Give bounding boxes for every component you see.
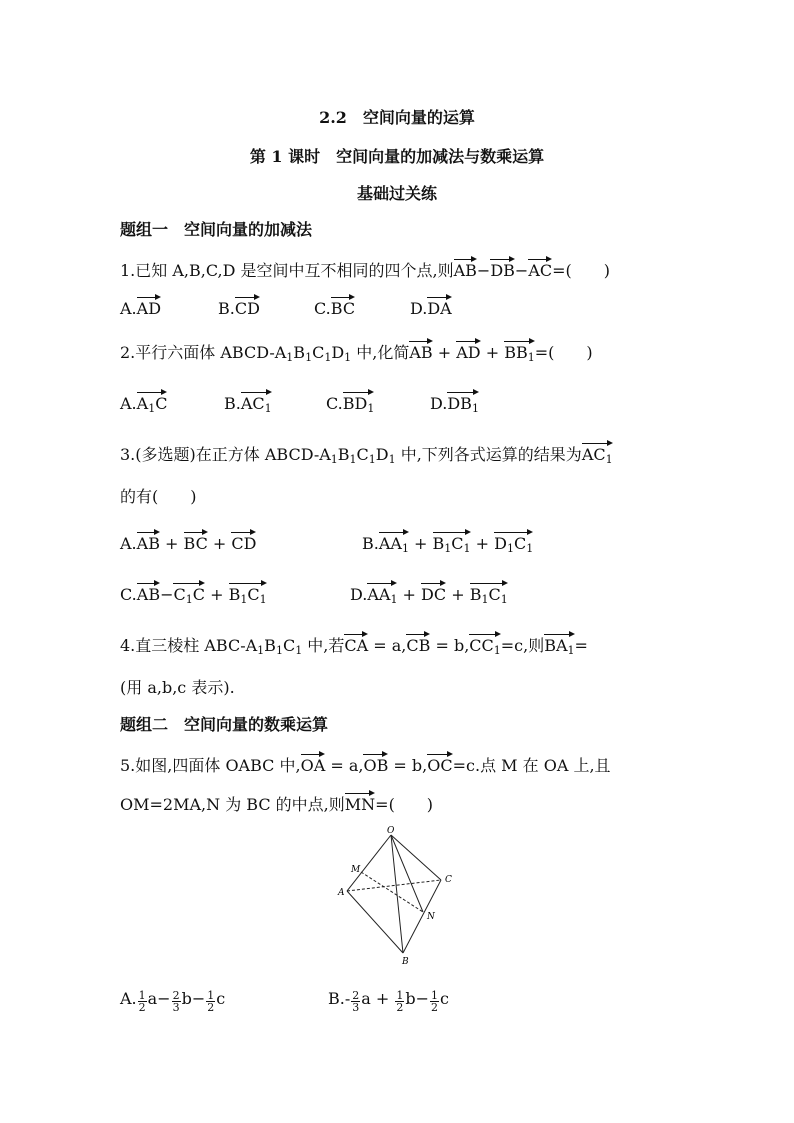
- vector-AC: AC: [528, 258, 552, 279]
- q3-option-d[interactable]: $D.AA_1$ + DC + $B_1C_1$: [350, 582, 508, 606]
- vector-D1C1: $D_1C_1$: [494, 531, 533, 552]
- question-5-stem: 5.如图,四面体 OABC 中,OA = a,OB = b,OC=c.点 M 在 OA 上,且: [120, 753, 611, 777]
- vector-A1C: $A_1C$: [137, 391, 168, 412]
- vector-BC: BC: [184, 531, 208, 552]
- q5-option-a[interactable]: A. $\frac{1}{2}$ a− $\frac{2}{3}$ b− $\frac{1}{2}$ c: [120, 989, 226, 1014]
- question-4-stem-line2: (用 a,b,c 表示).: [120, 678, 235, 697]
- question-2-stem: 2.平行六面体 ABCD-$A_1B_1C_1D_1$ 中,化简AB + AD + $BB_1=$( ): [120, 340, 593, 364]
- vector-CC1: $CC_1$: [469, 633, 500, 654]
- q2-option-a[interactable]: $A.A_1C$: [120, 391, 167, 415]
- section-title: 2.2 空间向量的运算: [319, 108, 475, 127]
- label-N: N: [427, 912, 435, 922]
- vector-AC1: $AC_1$: [241, 391, 272, 412]
- label-O: O: [387, 826, 395, 836]
- vector-AD: AD: [456, 340, 480, 361]
- q1-option-c[interactable]: C.BC: [314, 296, 355, 320]
- q3-option-a[interactable]: A.AB + BC + CD: [120, 531, 256, 555]
- vector-CA: CA: [344, 633, 368, 654]
- q3-option-b[interactable]: $B.AA_1 + B_1C_1 + D_1C_1$: [362, 531, 533, 555]
- group2-heading: 题组二 空间向量的数乘运算: [120, 715, 329, 734]
- group1-heading: 题组一 空间向量的加减法: [120, 220, 313, 239]
- vector-AC1: $AC_1$: [582, 442, 613, 463]
- label-B: B: [402, 957, 409, 966]
- vector-BC: BC: [331, 296, 355, 317]
- label-C: C: [445, 875, 452, 885]
- vector-MN: MN: [345, 792, 375, 813]
- question-5-stem-line2: OM=2MA,N 为 BC 的中点,则MN=( ): [120, 792, 433, 816]
- q2-option-d[interactable]: $D.DB_1$: [430, 391, 479, 415]
- vector-DA: DA: [427, 296, 451, 317]
- vector-CB: CB: [406, 633, 430, 654]
- question-1-tail: =( ): [552, 261, 611, 280]
- vector-OB: OB: [363, 753, 388, 774]
- vector-C1C: $C_1C$: [173, 582, 205, 603]
- vector-DC: DC: [421, 582, 446, 603]
- vector-AA1: $AA_1$: [379, 531, 409, 552]
- vector-CD: CD: [231, 531, 256, 552]
- vector-AB: AB: [137, 582, 160, 603]
- vector-OA: OA: [301, 753, 326, 774]
- vector-B1C1: $B_1C_1$: [433, 531, 471, 552]
- question-3-stem: 3.(多选题)在正方体 ABCD-$A_1B_1C_1D_1$ 中,下列各式运算的结果为$AC_1$: [120, 442, 613, 466]
- q1-option-a[interactable]: A.AD: [120, 296, 161, 320]
- vector-AD: AD: [137, 296, 161, 317]
- vector-BA1: $BA_1$: [544, 633, 574, 654]
- q1-option-d[interactable]: D.DA: [410, 296, 452, 320]
- q2-option-c[interactable]: $C.BD_1$: [326, 391, 374, 415]
- vector-OC: OC: [427, 753, 452, 774]
- question-3-stem-line2: 的有( ): [120, 487, 197, 506]
- label-M: M: [351, 865, 361, 875]
- label-A: A: [338, 888, 345, 898]
- q5-option-b[interactable]: B.- $\frac{2}{3}$ a + $\frac{1}{2}$ b− $\frac{1}{2}$ c: [328, 989, 449, 1014]
- vector-BB1: $BB_1$: [504, 340, 535, 361]
- q1-option-b[interactable]: B.CD: [218, 296, 260, 320]
- practice-level: 基础过关练: [356, 184, 437, 203]
- vector-AB: AB: [409, 340, 432, 361]
- vector-DB: DB: [490, 258, 515, 279]
- tetrahedron-figure: [336, 824, 462, 966]
- question-1-stem: 1.已知 A,B,C,D 是空间中互不相同的四个点,则AB−DB−AC=( ): [120, 258, 610, 282]
- vector-DB1: $DB_1$: [447, 391, 479, 412]
- vector-AB: AB: [137, 531, 160, 552]
- vector-AA1: $AA_1$: [367, 582, 397, 603]
- question-1-prefix: 1.已知 A,B,C,D 是空间中互不相同的四个点,则: [120, 261, 454, 280]
- vector-CD: CD: [235, 296, 260, 317]
- vector-B1C1: $B_1C_1$: [470, 582, 508, 603]
- q2-option-b[interactable]: $B.AC_1$: [224, 391, 272, 415]
- lesson-title: 第 1 课时 空间向量的加减法与数乘运算: [249, 147, 545, 166]
- question-4-stem: 4.直三棱柱 ABC-$A_1B_1C_1$ 中,若CA = $a,CB = b,CC_1=c$,则$BA_1=$: [120, 633, 588, 657]
- q3-option-c[interactable]: $C.AB-C_1C + B_1C_1$: [120, 582, 267, 606]
- vector-AB: AB: [454, 258, 477, 279]
- vector-B1C1: $B_1C_1$: [229, 582, 267, 603]
- vector-BD1: $BD_1$: [343, 391, 375, 412]
